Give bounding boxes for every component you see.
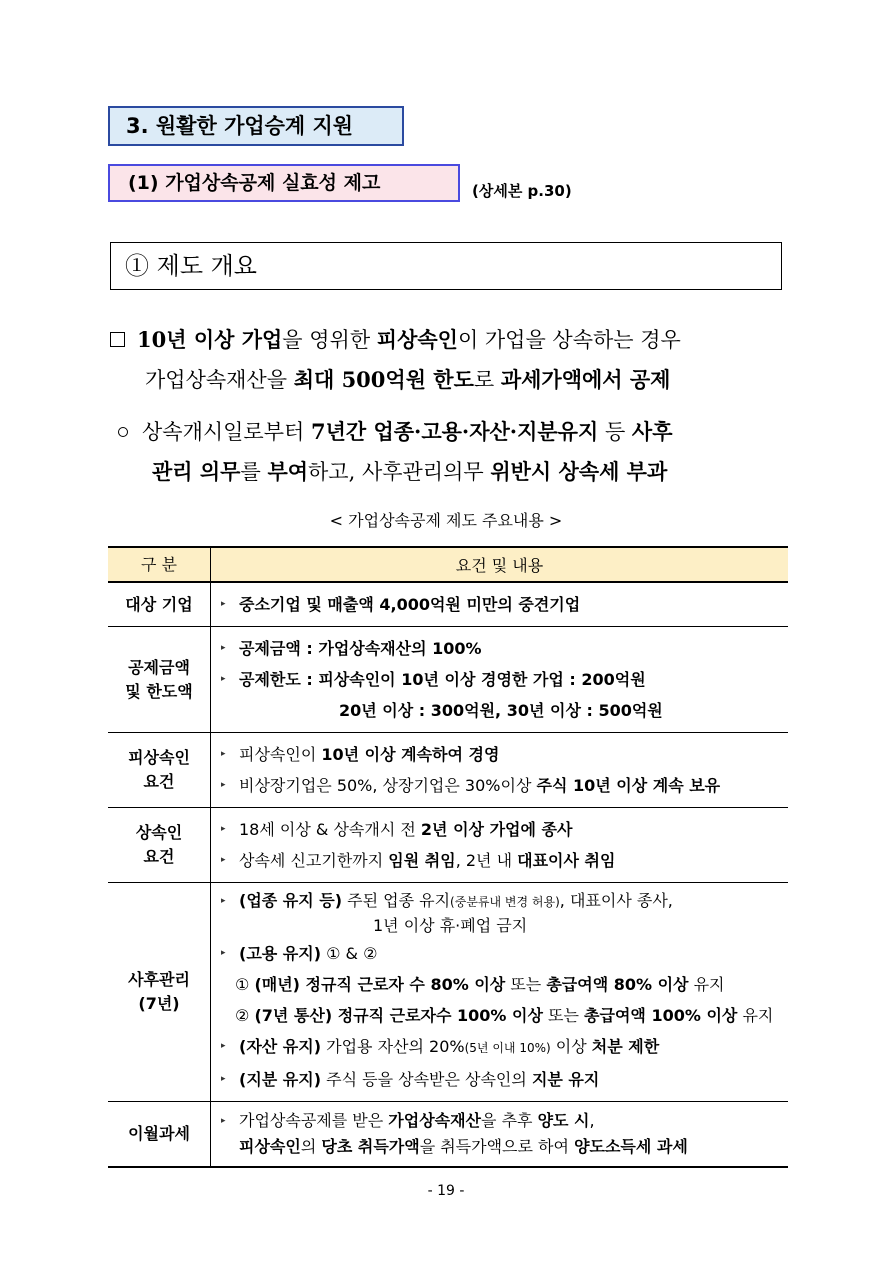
subsection-title: (1) 가업상속공제 실효성 제고 xyxy=(108,164,460,202)
triangle-bullet-icon: ▸ xyxy=(221,780,226,790)
paragraph-aftercare: 상속개시일로부터 7년간 업종·고용·자산·지분유지 등 사후 관리 의무를 부여하고, 사후관리의무 위반시 상속세 부과 xyxy=(118,412,798,492)
paragraph-overview: 10년 이상 가업을 영위한 피상속인이 가업을 상속하는 경우 가업상속재산을 최대 500억원 한도로 과세가액에서 공제 xyxy=(110,320,800,400)
circle-bullet-icon xyxy=(118,427,128,437)
triangle-bullet-icon: ▸ xyxy=(221,749,226,759)
header-details: 요건 및 내용 xyxy=(211,547,789,582)
content-table xyxy=(108,546,788,1168)
row-content: ▸ (업종 유지 등) 주된 업종 유지(중분류내 변경 허용), 대표이사 종사, 1년 이상 휴·폐업 금지 ▸ (고용 유지) ① & ② ① (매년) 정규직 근로자 수 80% 이상 또는 총급여액 80% 이상 유지 ② (7년 통산) 정규직 근로자수 100% 이상 또는 총급여액 100% 이상 유지 ▸ (자산 유지) 가업용 자산의 20%(5년 이내 10%) 이상 처분 제한 ▸ (지분 유지) 주식 등을 상속받은 상속인의 지분 유지 xyxy=(211,883,789,1102)
row-label: 사후관리 (7년) xyxy=(108,883,211,1102)
row-content: ▸ 18세 이상 & 상속개시 전 2년 이상 가업에 종사 ▸ 상속세 신고기한까지 임원 취임, 2년 내 대표이사 취임 xyxy=(211,808,789,883)
triangle-bullet-icon: ▸ xyxy=(221,1116,226,1126)
table-header-row xyxy=(108,547,788,582)
row-content: ▸ 공제금액 : 가업상속재산의 100% ▸ 공제한도 : 피상속인이 10년 이상 경영한 가업 : 200억원 20년 이상 : 300억원, 30년 이상 : 500억원 xyxy=(211,627,789,733)
table-row xyxy=(108,582,788,627)
row-label: 이월과세 xyxy=(108,1102,211,1168)
header-category: 구 분 xyxy=(108,547,211,582)
row-content: ▸ 피상속인이 10년 이상 계속하여 경영 ▸ 비상장기업은 50%, 상장기업은 30%이상 주식 10년 이상 계속 보유 xyxy=(211,733,789,808)
triangle-bullet-icon: ▸ xyxy=(221,643,226,653)
page-number: - 19 - xyxy=(427,1183,465,1199)
row-label: 공제금액 및 한도액 xyxy=(108,627,211,733)
section-title: 3. 원활한 가업승계 지원 xyxy=(108,106,404,146)
row-content: ▸ 가업상속공제를 받은 가업상속재산을 추후 양도 시, 피상속인의 당초 취득가액을 취득가액으로 하여 양도소득세 과세 xyxy=(211,1102,789,1168)
triangle-bullet-icon: ▸ xyxy=(221,1074,226,1084)
triangle-bullet-icon: ▸ xyxy=(221,1041,226,1051)
table-row xyxy=(108,808,788,883)
triangle-bullet-icon: ▸ xyxy=(221,948,226,958)
table-row xyxy=(108,733,788,808)
table-caption: < 가업상속공제 제도 주요내용 > xyxy=(329,511,563,530)
triangle-bullet-icon: ▸ xyxy=(221,674,226,684)
triangle-bullet-icon: ▸ xyxy=(221,896,226,906)
table-row xyxy=(108,1102,788,1168)
row-label: 대상 기업 xyxy=(108,582,211,627)
row-label: 피상속인 요건 xyxy=(108,733,211,808)
table-row xyxy=(108,627,788,733)
triangle-bullet-icon: ▸ xyxy=(221,855,226,865)
triangle-bullet-icon: ▸ xyxy=(221,824,226,834)
row-label: 상속인 요건 xyxy=(108,808,211,883)
square-bullet-icon xyxy=(110,332,125,347)
table-row xyxy=(108,883,788,1102)
row-content: ▸ 중소기업 및 매출액 4,000억원 미만의 중견기업 xyxy=(211,582,789,627)
page-reference: (상세본 p.30) xyxy=(472,182,572,200)
triangle-bullet-icon: ▸ xyxy=(221,599,226,609)
overview-heading: ① 제도 개요 xyxy=(110,242,782,290)
